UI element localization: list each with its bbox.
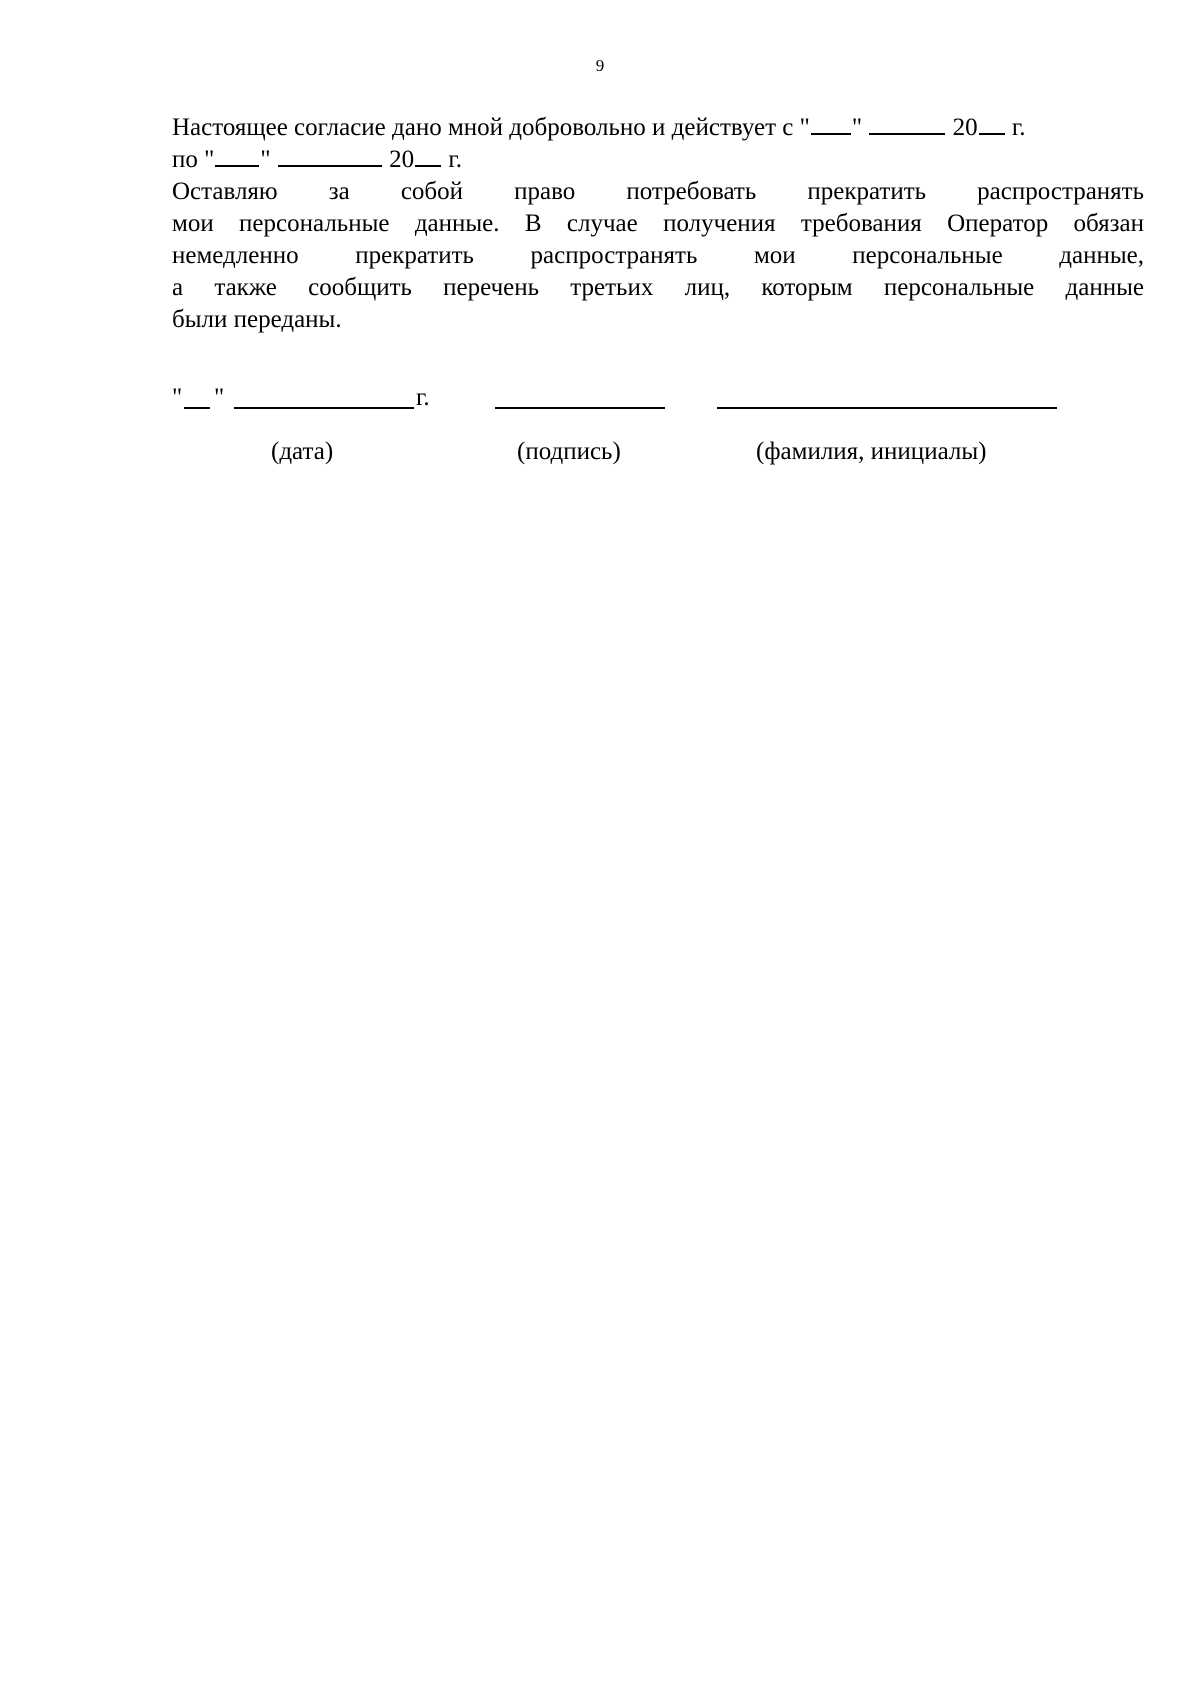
start-year-prefix: 20 [946, 114, 978, 141]
end-date-intro: по " [172, 146, 215, 173]
signature-caption: (подпись) [517, 438, 621, 465]
consent-period-end-line [172, 144, 1144, 176]
consent-text [172, 112, 1144, 336]
date-caption: (дата) [271, 438, 334, 465]
start-day-blank[interactable] [811, 113, 851, 135]
date-close-quote: " [214, 384, 225, 411]
name-caption: (фамилия, инициалы) [756, 438, 987, 465]
signature-blank[interactable] [495, 407, 665, 409]
date-day-blank[interactable] [184, 407, 210, 409]
full-name-blank[interactable] [717, 407, 1057, 409]
consent-period-start-line [172, 112, 1144, 144]
paragraph-line: немедленно прекратить распространять мои персональные данные, [172, 242, 1144, 269]
end-year-blank[interactable] [415, 145, 441, 167]
date-year-suffix: г. [416, 384, 430, 411]
end-year-prefix: 20 [382, 146, 415, 173]
start-year-blank[interactable] [979, 113, 1005, 135]
paragraph-line: а также сообщить перечень третьих лиц, которым персональные данные [172, 274, 1144, 301]
end-day-close-quote: " [260, 146, 277, 173]
date-month-blank[interactable] [234, 407, 414, 409]
signature-row [172, 382, 1144, 414]
start-month-blank[interactable] [869, 113, 945, 135]
end-year-suffix: г. [442, 146, 462, 173]
end-day-blank[interactable] [215, 145, 259, 167]
consent-period-intro: Настоящее согласие дано мной добровольно и действует с " [172, 114, 810, 141]
paragraph-line: мои персональные данные. В случае получения требования Оператор обязан [172, 210, 1144, 237]
start-day-close-quote: " [851, 114, 869, 141]
start-year-suffix: г. [1005, 114, 1026, 141]
end-month-blank[interactable] [278, 145, 382, 167]
page-number: 9 [595, 56, 605, 75]
paragraph-last-line: были переданы. [172, 306, 342, 333]
date-open-quote: " [172, 384, 183, 411]
paragraph-line: Оставляю за собой право потребовать прекратить распространять [172, 178, 1144, 205]
